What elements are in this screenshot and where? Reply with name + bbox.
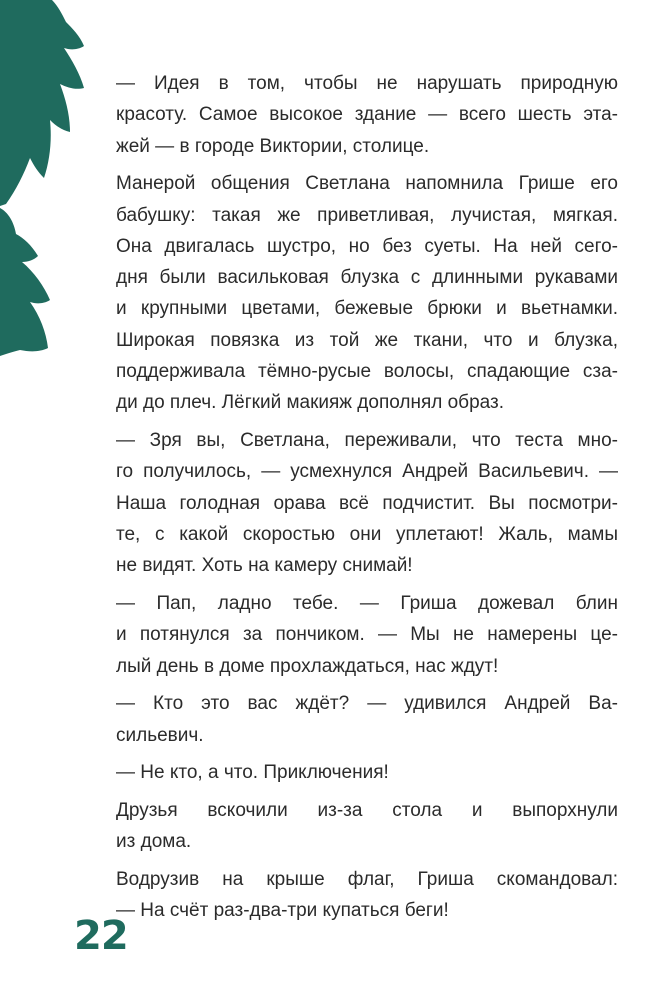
text-line: сильевич. bbox=[116, 724, 204, 746]
page-number: 22 bbox=[74, 913, 128, 959]
text-line: ди до плеч. Лёгкий макияж дополнял образ. bbox=[116, 392, 504, 414]
text-line: Она двигалась шустро, но без суеты. На ней сего- bbox=[116, 235, 618, 257]
text-line: бабушку: такая же приветливая, лучистая, мягкая. bbox=[116, 204, 618, 226]
text-line: и потянулся за пончиком. — Мы не намерены це- bbox=[116, 624, 618, 646]
leaf-decoration-side bbox=[0, 200, 70, 360]
text-line: — Пап, ладно тебе. — Гриша дожевал блин bbox=[116, 592, 618, 614]
leaf-decoration-top bbox=[0, 0, 95, 210]
paragraph bbox=[82, 757, 618, 788]
text-line: — Не кто, а что. Приключения! bbox=[116, 762, 389, 784]
text-line: из дома. bbox=[116, 831, 192, 853]
paragraph bbox=[82, 688, 618, 751]
text-line: — Зря вы, Светлана, переживали, что теста мно- bbox=[116, 430, 618, 452]
text-line: Широкая повязка из той же ткани, что и блузка, bbox=[116, 329, 618, 351]
leaf-shape-top bbox=[0, 0, 84, 206]
text-line: дня были васильковая блузка с длинными рукавами bbox=[116, 267, 618, 289]
text-line: красоту. Самое высокое здание — всего шесть эта- bbox=[116, 104, 618, 126]
text-line: Друзья вскочили из-за стола и выпорхнули bbox=[116, 799, 618, 821]
text-line: не видят. Хоть на камеру снимай! bbox=[116, 555, 413, 577]
text-line: Наша голодная орава всё подчистит. Вы посмотри- bbox=[116, 492, 618, 514]
paragraph bbox=[82, 68, 618, 162]
paragraph bbox=[82, 425, 618, 581]
text-line: те, с какой скоростью они уплетают! Жаль, мамы bbox=[116, 523, 618, 545]
paragraph bbox=[82, 795, 618, 858]
body-text bbox=[82, 68, 618, 926]
leaf-shape-side bbox=[0, 208, 50, 356]
paragraph bbox=[82, 588, 618, 682]
text-line: лый день в доме прохлаждаться, нас ждут! bbox=[116, 655, 499, 677]
text-line: го получилось, — усмехнулся Андрей Васильевич. — bbox=[116, 461, 618, 483]
text-line: Водрузив на крыше флаг, Гриша скомандовал: bbox=[116, 868, 618, 890]
paragraph bbox=[82, 864, 618, 927]
text-line: — Идея в том, чтобы не нарушать природную bbox=[116, 73, 618, 94]
text-line: жей — в городе Виктории, столице. bbox=[116, 135, 430, 157]
text-line: поддерживала тёмно-русые волосы, спадающие сза- bbox=[116, 361, 618, 383]
text-line: Манерой общения Светлана напомнила Грише его bbox=[116, 173, 618, 195]
text-line: — На счёт раз-два-три купаться беги! bbox=[116, 900, 449, 922]
text-line: — Кто это вас ждёт? — удивился Андрей Ва- bbox=[116, 693, 618, 715]
paragraph bbox=[82, 168, 618, 418]
text-line: и крупными цветами, бежевые брюки и вьетнамки. bbox=[116, 298, 618, 320]
